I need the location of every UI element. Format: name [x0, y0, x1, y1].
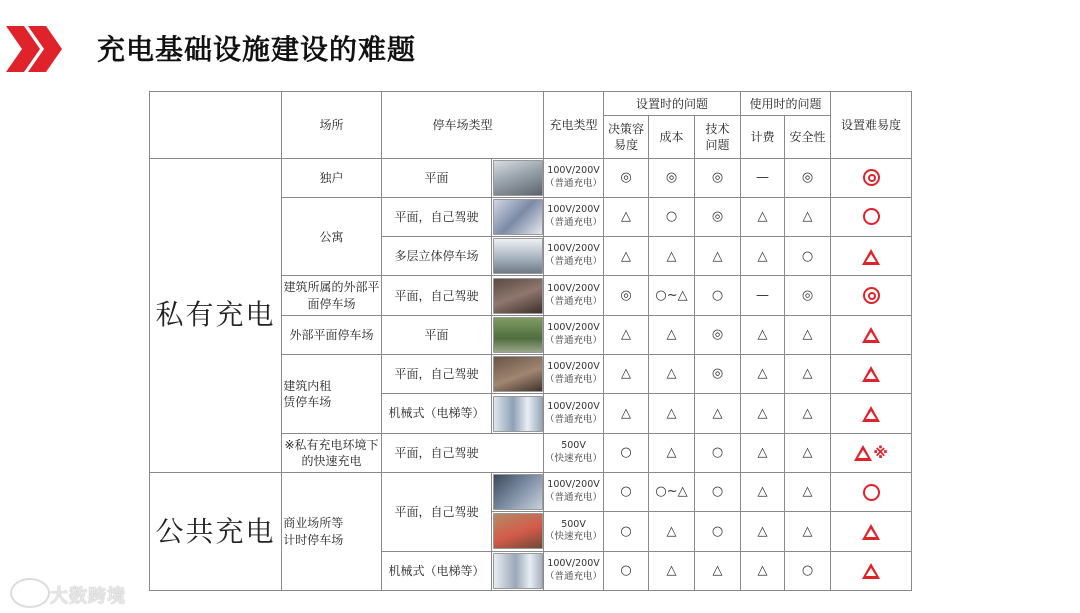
triangle-icon — [862, 524, 880, 540]
parking-photo — [492, 237, 544, 276]
header-setup-group: 设置时的问题 — [604, 92, 741, 116]
voltage-cell: 100V/200V （普通充电） — [544, 355, 604, 394]
billing-cell: △ — [741, 197, 785, 236]
parking-cell: 机械式（电梯等） — [382, 551, 492, 590]
difficulty-table — [149, 91, 912, 591]
circle-icon — [863, 208, 880, 225]
fast-charger-photo — [493, 513, 543, 549]
voltage-cell: 500V （快速充电） — [544, 512, 604, 551]
billing-cell: △ — [741, 433, 785, 472]
mechanical-photo — [493, 553, 543, 589]
billing-cell: △ — [741, 512, 785, 551]
difficulty-cell — [831, 237, 912, 276]
tech-cell: ◎ — [695, 315, 741, 354]
billing-cell: △ — [741, 551, 785, 590]
difficulty-cell — [831, 276, 912, 315]
watermark-logo-icon — [10, 578, 50, 608]
difficulty-cell — [831, 473, 912, 512]
decision-cell: ○ — [604, 551, 649, 590]
outdoor-flat-photo — [493, 317, 543, 353]
cost-cell: △ — [649, 433, 695, 472]
safety-cell: ◎ — [785, 276, 831, 315]
billing-cell: △ — [741, 473, 785, 512]
sector-private: 私有充电 — [150, 158, 282, 473]
tech-cell: △ — [695, 237, 741, 276]
safety-cell: △ — [785, 433, 831, 472]
decision-cell: △ — [604, 394, 649, 433]
safety-cell: ○ — [785, 237, 831, 276]
tech-cell: ◎ — [695, 158, 741, 197]
place-cell: 公寓 — [282, 197, 382, 276]
billing-cell: — — [741, 158, 785, 197]
parking-cell: 平面，自己驾驶 — [382, 355, 492, 394]
cost-cell: △ — [649, 394, 695, 433]
reference-mark: ※ — [873, 443, 888, 462]
watermark-text: 大数跨境 — [50, 586, 126, 607]
tech-cell: ◎ — [695, 197, 741, 236]
safety-cell: △ — [785, 512, 831, 551]
place-cell: ※私有充电环境下的快速充电 — [282, 433, 382, 472]
voltage-cell: 100V/200V （普通充电） — [544, 237, 604, 276]
commercial-photo — [493, 474, 543, 510]
parking-cell: 平面，自己驾驶 — [382, 433, 544, 472]
cost-cell: ◎ — [649, 158, 695, 197]
voltage-cell: 100V/200V （普通充电） — [544, 394, 604, 433]
decision-cell: ◎ — [604, 276, 649, 315]
parking-photo — [492, 197, 544, 236]
indoor-rental-photo — [493, 356, 543, 392]
triangle-icon — [862, 563, 880, 579]
billing-cell: △ — [741, 237, 785, 276]
page-title: 充电基础设施建设的难题 — [97, 33, 417, 66]
difficulty-cell — [831, 394, 912, 433]
decision-cell: ○ — [604, 433, 649, 472]
parking-cell: 平面，自己驾驶 — [382, 197, 492, 236]
cost-cell: △ — [649, 315, 695, 354]
difficulty-cell — [831, 512, 912, 551]
cost-cell: △ — [649, 512, 695, 551]
billing-cell: △ — [741, 355, 785, 394]
voltage-cell: 100V/200V （普通充电） — [544, 158, 604, 197]
parking-cell: 平面 — [382, 158, 492, 197]
parking-photo — [492, 473, 544, 512]
triangle-icon — [862, 327, 880, 343]
mechanical-photo — [493, 396, 543, 432]
cost-cell: △ — [649, 237, 695, 276]
cost-cell: ○~△ — [649, 473, 695, 512]
place-cell: 商业场所等计时停车场 — [282, 473, 382, 591]
header-billing: 计费 — [741, 116, 785, 158]
cost-cell: △ — [649, 355, 695, 394]
place-cell: 建筑所属的外部平面停车场 — [282, 276, 382, 315]
cost-cell: ○~△ — [649, 276, 695, 315]
place-cell: 外部平面停车场 — [282, 315, 382, 354]
voltage-cell: 100V/200V （普通充电） — [544, 551, 604, 590]
header-difficulty: 设置难易度 — [831, 92, 912, 159]
circle-icon — [863, 484, 880, 501]
safety-cell: ○ — [785, 551, 831, 590]
safety-cell: △ — [785, 315, 831, 354]
decision-cell: △ — [604, 355, 649, 394]
double-circle-icon — [863, 287, 880, 304]
decision-cell: △ — [604, 197, 649, 236]
safety-cell: △ — [785, 473, 831, 512]
header-parking-type: 停车场类型 — [382, 92, 544, 159]
header-charge-type: 充电类型 — [544, 92, 604, 159]
table-row — [150, 473, 912, 512]
parking-photo — [492, 315, 544, 354]
parking-photo — [492, 394, 544, 433]
safety-cell: △ — [785, 355, 831, 394]
double-circle-icon — [863, 169, 880, 186]
difficulty-cell — [831, 355, 912, 394]
decision-cell: △ — [604, 237, 649, 276]
parking-cell: 平面，自己驾驶 — [382, 473, 492, 552]
parking-cell: 平面 — [382, 315, 492, 354]
voltage-cell: 100V/200V （普通充电） — [544, 197, 604, 236]
billing-cell: — — [741, 276, 785, 315]
header-blank — [150, 92, 282, 159]
parking-photo — [492, 355, 544, 394]
decision-cell: △ — [604, 315, 649, 354]
header-use-group: 使用时的问题 — [741, 92, 831, 116]
parking-cell: 多层立体停车场 — [382, 237, 492, 276]
voltage-cell: 100V/200V （普通充电） — [544, 276, 604, 315]
outdoor-lot-photo — [493, 278, 543, 314]
triangle-icon — [862, 249, 880, 265]
triangle-icon — [862, 366, 880, 382]
parking-cell: 机械式（电梯等） — [382, 394, 492, 433]
cost-cell: △ — [649, 551, 695, 590]
parking-photo — [492, 158, 544, 197]
tech-cell: ○ — [695, 512, 741, 551]
difficulty-cell — [831, 315, 912, 354]
voltage-cell: 100V/200V （普通充电） — [544, 315, 604, 354]
voltage-cell: 100V/200V （普通充电） — [544, 473, 604, 512]
header-cost: 成本 — [649, 116, 695, 158]
difficulty-cell — [831, 433, 912, 472]
difficulty-cell — [831, 197, 912, 236]
garage-photo — [493, 160, 543, 196]
sector-public: 公共充电 — [150, 473, 282, 591]
header-safety: 安全性 — [785, 116, 831, 158]
tech-cell: △ — [695, 394, 741, 433]
chevron-logo-icon — [6, 26, 66, 72]
voltage-cell: 500V （快速充电） — [544, 433, 604, 472]
tech-cell: △ — [695, 551, 741, 590]
parking-photo — [492, 551, 544, 590]
multistory-photo — [493, 238, 543, 274]
safety-cell: ◎ — [785, 158, 831, 197]
billing-cell: △ — [741, 315, 785, 354]
place-cell: 建筑内租赁停车场 — [282, 355, 382, 434]
tech-cell: ○ — [695, 433, 741, 472]
tech-cell: ○ — [695, 276, 741, 315]
safety-cell: △ — [785, 394, 831, 433]
cost-cell: ○ — [649, 197, 695, 236]
decision-cell: ○ — [604, 512, 649, 551]
decision-cell: ◎ — [604, 158, 649, 197]
tech-cell: ◎ — [695, 355, 741, 394]
place-cell: 独户 — [282, 158, 382, 197]
header-tech: 技术问题 — [695, 116, 741, 158]
table-row — [150, 158, 912, 197]
difficulty-cell — [831, 551, 912, 590]
apartment-photo — [493, 199, 543, 235]
parking-cell: 平面，自己驾驶 — [382, 276, 492, 315]
parking-photo — [492, 276, 544, 315]
header-decision: 决策容易度 — [604, 116, 649, 158]
safety-cell: △ — [785, 197, 831, 236]
triangle-icon — [854, 445, 872, 461]
billing-cell: △ — [741, 394, 785, 433]
triangle-icon — [862, 406, 880, 422]
decision-cell: ○ — [604, 473, 649, 512]
difficulty-cell — [831, 158, 912, 197]
parking-photo — [492, 512, 544, 551]
header-place: 场所 — [282, 92, 382, 159]
tech-cell: ○ — [695, 473, 741, 512]
